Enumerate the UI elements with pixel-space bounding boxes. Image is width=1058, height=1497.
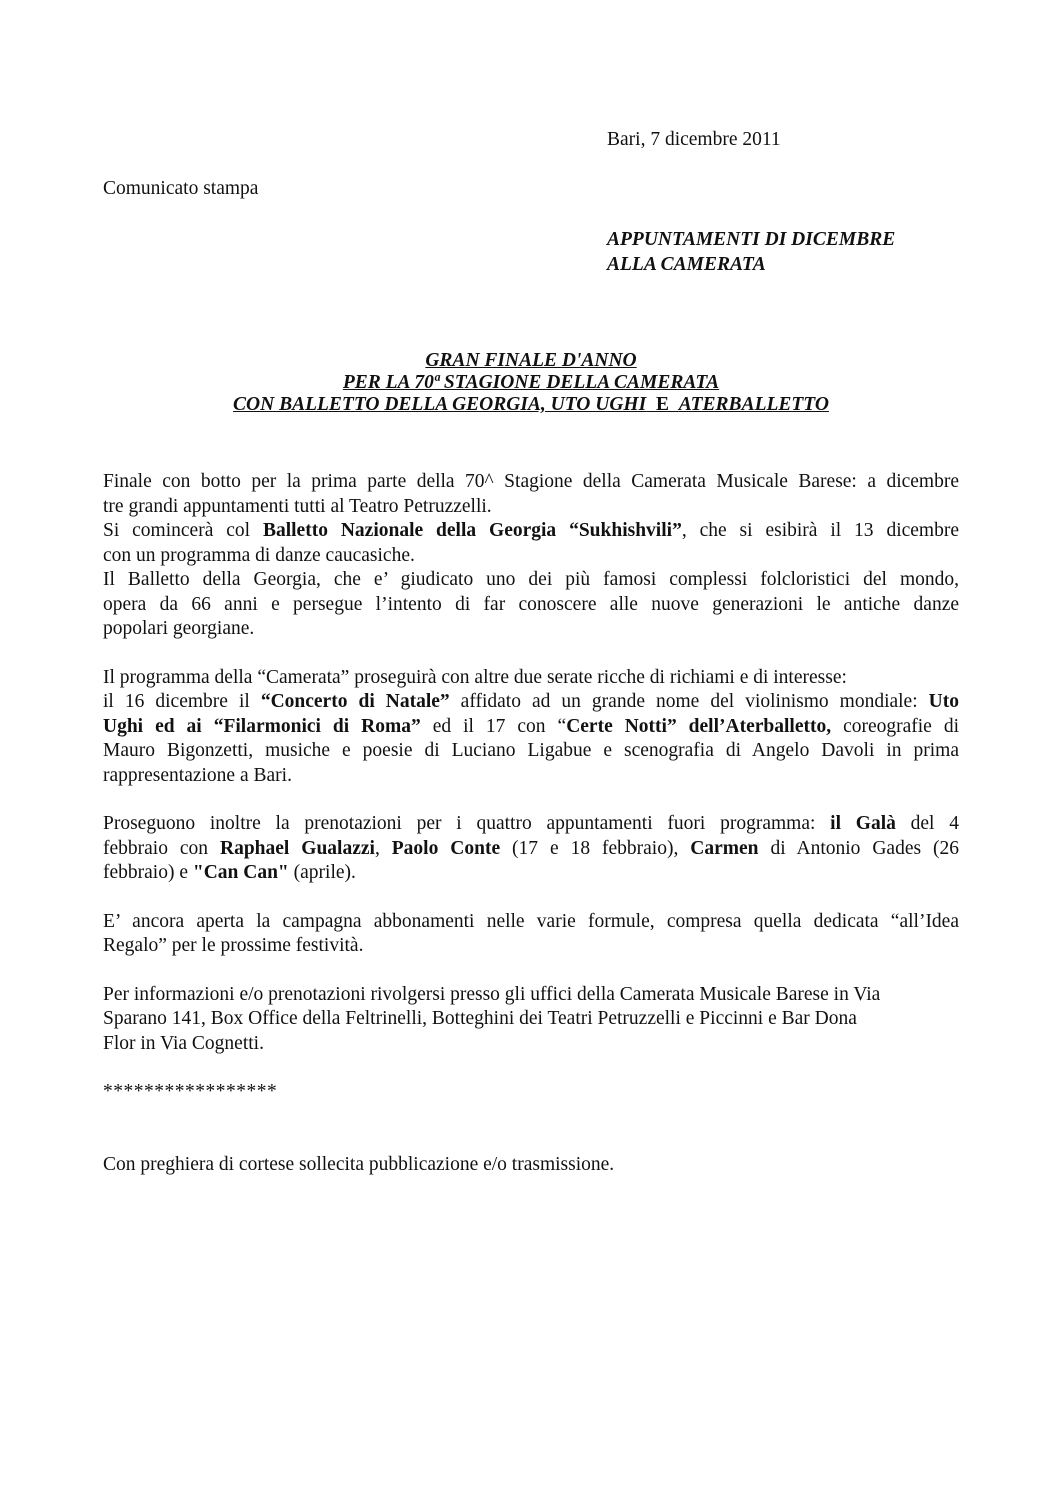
text-span: , che si esibirà il 13 dicembre	[681, 520, 959, 541]
document-date: Bari, 7 dicembre 2011	[607, 129, 781, 150]
text-span: il 16 dicembre il	[103, 691, 261, 712]
paragraph-line: con un programma di danze caucasiche.	[103, 544, 415, 566]
headline-line-3-part-a: CON BALLETTO DELLA GEORGIA, UTO UGHI	[233, 394, 647, 415]
bold-span: Raphael Gualazzi	[220, 837, 375, 859]
text-span: del 4	[895, 813, 959, 834]
separator-asterisks: *****************	[103, 1081, 278, 1102]
spacer	[103, 1129, 959, 1153]
paragraph-line	[103, 812, 959, 837]
paragraph-line: Flor in Via Cognetti.	[103, 1032, 264, 1054]
paragraph-line	[103, 715, 959, 740]
text-span: (aprile).	[288, 862, 356, 883]
subject-line-1: APPUNTAMENTI DI DICEMBRE	[607, 229, 896, 250]
text-span: coreografie di	[831, 715, 959, 737]
bold-span: Balletto Nazionale della Georgia “Sukhishvili”	[262, 520, 682, 541]
paragraph-line	[103, 690, 959, 715]
paragraph-line: Sparano 141, Box Office della Feltrinelli, Botteghini dei Teatri Petruzzelli e Piccinni e Bar Dona	[103, 1008, 857, 1029]
bold-span: "Can Can"	[192, 862, 289, 883]
text-span: affidato ad un grande nome del violinismo mondiale:	[449, 691, 929, 712]
headline-line-3-part-b: ATERBALLETTO	[678, 394, 829, 415]
paragraph-line: Il Balletto della Georgia, che e’ giudicato uno dei più famosi complessi folcloristici del mondo,	[103, 569, 959, 590]
paragraph-line	[103, 519, 959, 544]
closing-note: Con preghiera di cortese sollecita pubblicazione e/o trasmissione.	[103, 1153, 615, 1175]
text-span: febbraio con	[103, 837, 220, 859]
paragraph-line: opera da 66 anni e persegue l’intento di far conoscere alle nuove generazioni le antiche danze	[103, 593, 959, 615]
bold-span: Certe Notti” dell’Aterballetto,	[566, 715, 832, 737]
text-span: di Antonio Gades (26	[758, 837, 959, 859]
paragraph-line: Mauro Bigonzetti, musiche e poesie di Luciano Ligabue e scenografia di Angelo Davoli in prima	[103, 740, 959, 761]
paragraph-line: popolari georgiane.	[103, 618, 255, 639]
headline-line-3-connector: E	[655, 394, 669, 415]
text-span: ed il 17 con “	[420, 715, 567, 737]
headline	[103, 350, 959, 416]
bold-span: “Concerto di Natale”	[260, 691, 450, 712]
text-span: ,	[374, 837, 392, 859]
paragraph-program	[103, 666, 959, 789]
paragraph-line: Il programma della “Camerata” proseguirà con altre due serate ricche di richiami e di interesse:	[103, 666, 847, 688]
document-label: Comunicato stampa	[103, 178, 259, 199]
paragraph-information	[103, 983, 959, 1057]
paragraph-line: Per informazioni e/o prenotazioni rivolgersi presso gli uffici della Camerata Musicale Barese in Via	[103, 983, 881, 1005]
bold-span: il Galà	[830, 813, 896, 834]
paragraph-line: E’ ancora aperta la campagna abbonamenti nelle varie formule, compresa quella dedicata “all’Idea	[103, 910, 959, 932]
bold-span: Paolo Conte	[391, 837, 501, 859]
bold-span: Carmen	[690, 837, 759, 859]
text-span: (17 e 18 febbraio),	[500, 837, 691, 859]
bold-span: Uto	[928, 691, 959, 712]
press-release-body	[103, 470, 959, 1177]
paragraph-line	[103, 837, 959, 862]
paragraph-line: rappresentazione a Bari.	[103, 764, 292, 786]
paragraph-subscriptions	[103, 910, 959, 959]
subject-line-2: ALLA CAMERATA	[607, 254, 766, 275]
paragraph-intro	[103, 470, 959, 642]
headline-line-3	[103, 394, 959, 416]
text-span: febbraio) e	[103, 862, 193, 883]
headline-line-2: PER LA 70ª STAGIONE DELLA CAMERATA	[342, 372, 720, 393]
paragraph-line: tre grandi appuntamenti tutti al Teatro Petruzzelli.	[103, 495, 492, 517]
paragraph-line: Finale con botto per la prima parte della 70^ Stagione della Camerata Musicale Barese: a dicembre	[103, 471, 959, 492]
paragraph-reservations	[103, 812, 959, 886]
paragraph-line: Regalo” per le prossime festività.	[103, 935, 364, 956]
text-span: Proseguono inoltre la prenotazioni per i quattro appuntamenti fuori programma:	[103, 813, 831, 834]
paragraph-line	[103, 861, 959, 886]
headline-line-1: GRAN FINALE D'ANNO	[425, 350, 637, 371]
bold-span: Ughi ed ai “Filarmonici di Roma”	[103, 715, 421, 737]
text-span: Si comincerà col	[103, 520, 263, 541]
subject-block	[607, 227, 895, 277]
